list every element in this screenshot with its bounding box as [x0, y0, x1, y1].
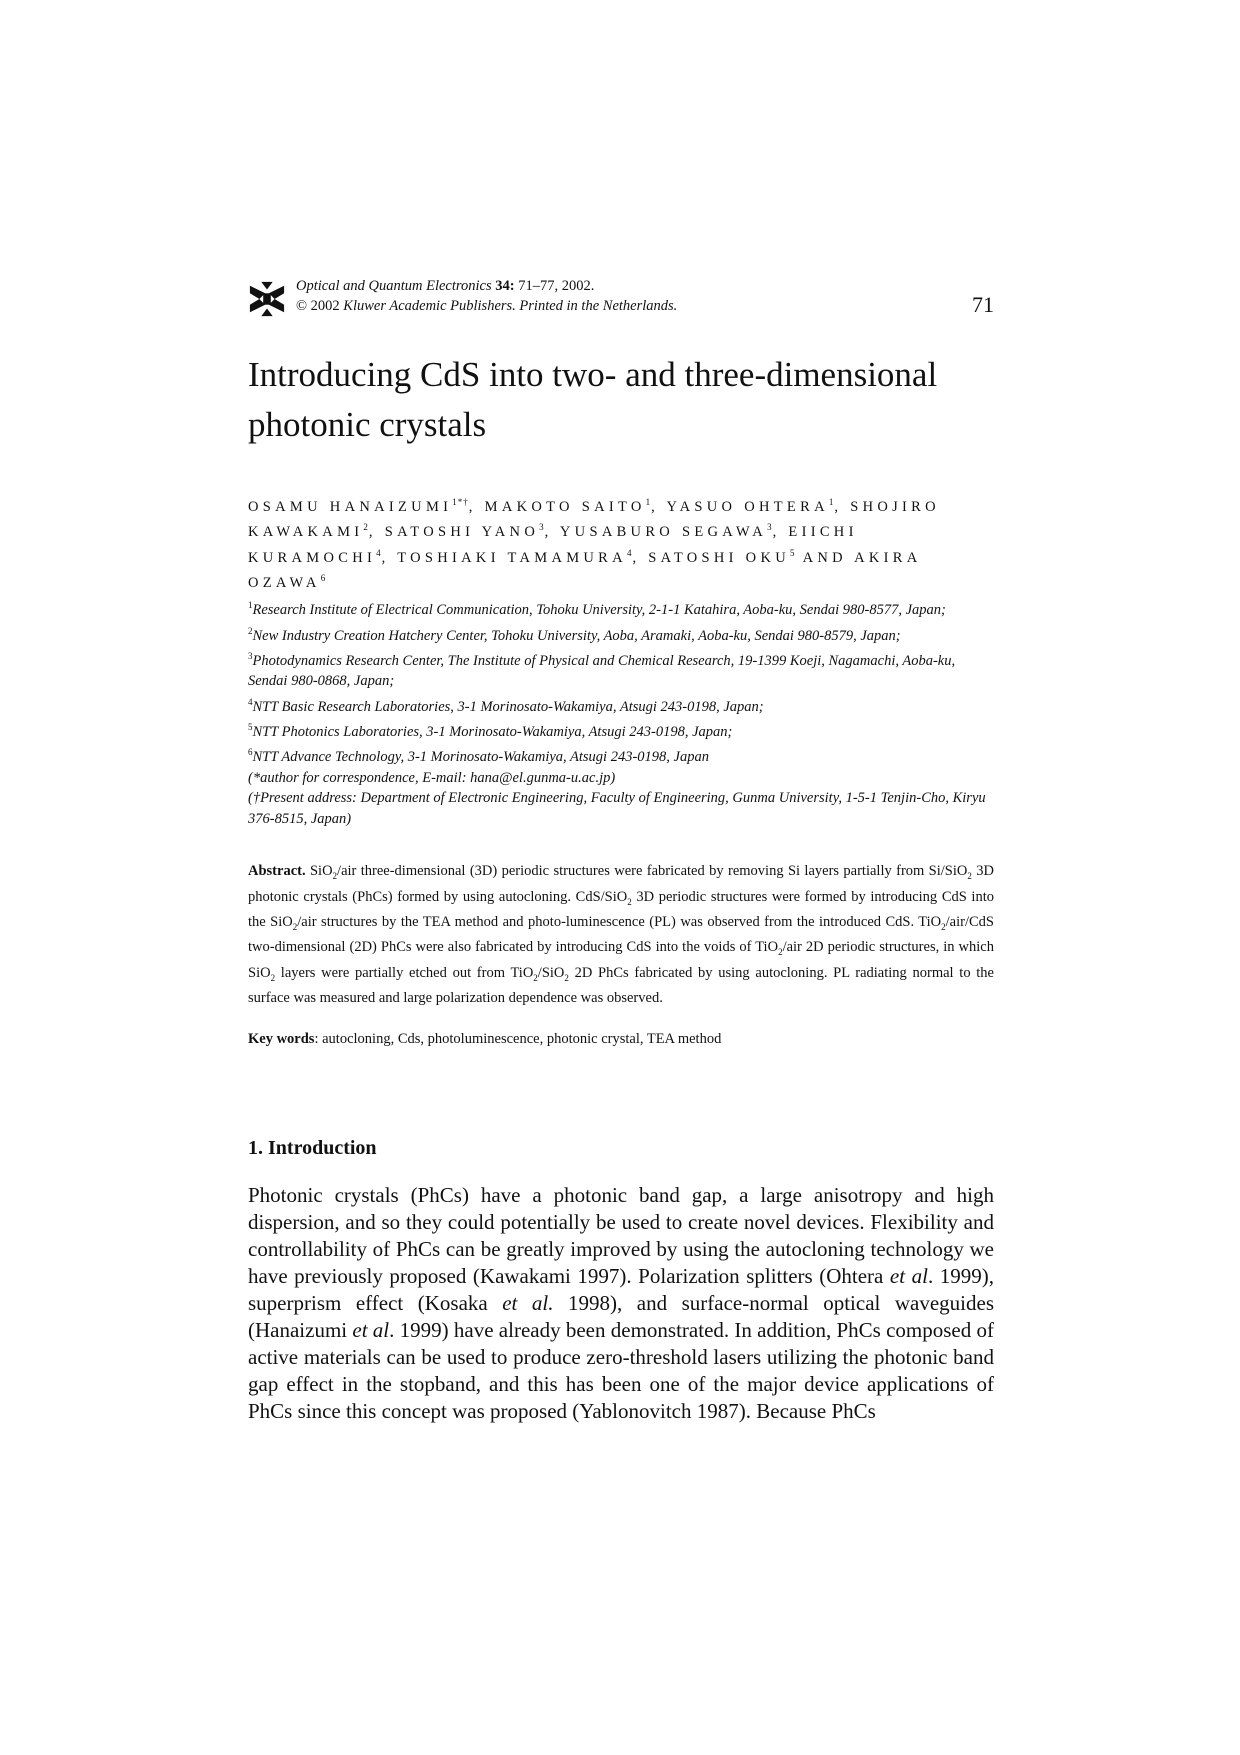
affiliation-item: [248, 595, 994, 620]
journal-header: [248, 272, 994, 320]
author-affiliation-mark: 1: [645, 497, 652, 507]
affiliation-text: NTT Basic Research Laboratories, 3-1 Morinosato-Wakamiya, Atsugi 243-0198, Japan;: [252, 698, 764, 715]
paper-page: [248, 272, 994, 1425]
text-run: /air/CdS two-dimensional (2D) PhCs were also fabricated by introducing CdS into the voids of TiO: [248, 914, 994, 956]
affiliation-item: [248, 692, 994, 717]
affiliation-text: Photodynamics Research Center, The Institute of Physical and Chemical Research, 19-1399 Koeji, Nagamachi, Aoba-ku, Sendai 980-0868, Japan;: [248, 652, 956, 690]
affiliation-mark: 5: [248, 722, 253, 733]
journal-volume: 34:: [495, 278, 515, 294]
affiliation-mark: 2: [248, 625, 253, 636]
journal-name: Optical and Quantum Electronics: [296, 278, 492, 294]
publisher-line: Kluwer Academic Publishers. Printed in the Netherlands.: [343, 298, 678, 314]
affiliation-text: (*author for correspondence, E-mail: hana@el.gunma-u.ac.jp): [248, 769, 616, 786]
author-list: [248, 492, 994, 593]
affiliation-text: New Industry Creation Hatchery Center, Tohoku University, Aoba, Aramaki, Aoba-ku, Sendai 980-8579, Japan;: [252, 627, 901, 644]
affiliation-text: Research Institute of Electrical Communication, Tohoku University, 2-1-1 Katahira, Aoba-ku, Sendai 980-8577, Japan;: [252, 602, 946, 619]
author-separator: ,: [834, 498, 851, 515]
copyright-symbol: ©: [296, 298, 308, 314]
subscript: 2: [627, 896, 632, 907]
text-run: . 1999), superprism effect (Kosaka: [248, 1264, 994, 1316]
author-name: SHOJIRO KAWAKAMI: [248, 498, 940, 541]
author-affiliation-mark: 5: [790, 547, 796, 558]
abstract-body: [248, 863, 994, 1006]
affiliation-item: [248, 646, 994, 692]
keywords-label: Key words: [248, 1030, 315, 1047]
author-affiliation-mark: 3: [539, 522, 545, 533]
author-affiliation-mark: 1: [828, 497, 835, 507]
paper-title: Introducing CdS into two- and three-dimensional photonic crystals: [248, 355, 938, 444]
abstract: [248, 861, 994, 1008]
subscript: 2: [292, 921, 298, 932]
author-separator: [796, 549, 803, 565]
affiliation-mark: 1: [248, 600, 253, 611]
text-run: /SiO: [537, 964, 565, 981]
author-separator: ,: [468, 498, 485, 515]
affiliation-item: [248, 742, 994, 767]
affiliation-item: [248, 768, 994, 789]
author-name: YUSABURO SEGAWA: [559, 524, 768, 541]
author-affiliation-mark: 6: [320, 572, 327, 583]
section-heading: 1. Introduction: [248, 1137, 377, 1160]
author-name: SATOSHI YANO: [384, 524, 540, 541]
author-name: OSAMU HANAIZUMI: [248, 498, 453, 515]
author-name: AND AKIRA OZAWA: [248, 549, 921, 591]
author-separator: ,: [544, 524, 560, 541]
author-affiliation-mark: 3: [767, 522, 773, 533]
affiliation-mark: 4: [248, 696, 253, 707]
author-name: SATOSHI OKU: [648, 549, 790, 566]
subscript: 2: [332, 871, 338, 882]
author-affiliation-mark: 1*†: [452, 497, 469, 507]
subscript: 2: [564, 972, 569, 983]
affiliation-text: NTT Photonics Laboratories, 3-1 Morinosato-Wakamiya, Atsugi 243-0198, Japan;: [252, 723, 733, 740]
author-affiliation-mark: 2: [363, 522, 369, 533]
italic-run: et al: [352, 1318, 390, 1343]
text-run: /air structures by the TEA method and photo-luminescence (PL) was observed from the introduced CdS. TiO: [297, 914, 942, 931]
affiliation-text: (†Present address: Department of Electronic Engineering, Faculty of Engineering, Gunma University, 1-5-1 Tenjin-Cho, Kiryu 376-8515, Japan): [248, 790, 986, 827]
publisher-logo-icon: [248, 280, 286, 318]
author-separator: ,: [632, 549, 649, 566]
copyright-year: 2002: [307, 298, 344, 314]
subscript: 2: [533, 972, 538, 983]
author-affiliation-mark: 4: [376, 547, 382, 558]
author-separator: ,: [368, 524, 385, 541]
text-run: layers were partially etched out from TiO: [275, 964, 534, 981]
keywords-text: : autocloning, Cds, photoluminescence, photonic crystal, TEA method: [314, 1030, 722, 1047]
author-name: TOSHIAKI TAMAMURA: [397, 549, 627, 566]
affiliation-mark: 3: [248, 650, 253, 661]
subscript: 2: [967, 871, 972, 882]
italic-run: et al: [889, 1264, 928, 1289]
journal-pages: 71–77, 2002.: [514, 278, 595, 294]
text-run: /air three-dimensional (3D) periodic structures were fabricated by removing Si layers partially from Si/SiO: [337, 863, 968, 880]
keywords: [248, 1029, 994, 1050]
author-affiliation-mark: 4: [626, 547, 633, 558]
affiliation-list: [248, 595, 994, 829]
author-separator: ,: [651, 498, 667, 515]
subscript: 2: [270, 972, 276, 983]
affiliation-item: [248, 788, 994, 829]
introduction-paragraph: [248, 1182, 994, 1425]
text-run: 3D periodic structures were formed by introducing CdS into the SiO: [248, 888, 994, 931]
text-run: 2D PhCs fabricated by using autocloning. PL radiating normal to the surface was measured and large polarization dependence was observed.: [248, 964, 994, 1007]
text-run: SiO: [305, 863, 333, 880]
affiliation-item: [248, 621, 994, 646]
abstract-label: Abstract.: [248, 863, 306, 880]
author-name: MAKOTO SAITO: [484, 498, 646, 515]
subscript: 2: [941, 921, 946, 932]
affiliation-text: NTT Advance Technology, 3-1 Morinosato-Wakamiya, Atsugi 243-0198, Japan: [252, 749, 709, 766]
affiliation-mark: 6: [248, 747, 253, 758]
text-run: 3D photonic crystals (PhCs) formed by using autocloning. CdS/SiO: [248, 863, 994, 905]
author-name: YASUO OHTERA: [666, 498, 829, 515]
author-name: EIICHI KURAMOCHI: [248, 524, 858, 566]
italic-run: et al.: [502, 1291, 554, 1316]
text-run: . 1999) have already been demonstrated. In addition, PhCs composed of active materials can be used to produce zero-threshold lasers utilizing the photonic band gap effect in the stopband, and this has been one of the major device applications of PhCs since this concept was proposed (Yablonovitch 1987). Because PhCs: [248, 1318, 994, 1424]
author-separator: ,: [381, 549, 398, 566]
author-separator: ,: [772, 524, 789, 541]
page-number: 71: [972, 292, 994, 317]
text-run: Photonic crystals (PhCs) have a photonic band gap, a large anisotropy and high dispersion, and so they could potentially be used to create novel devices. Flexibility and controllability of PhCs can be greatly improved by using the autocloning technology we have previously proposed (Kawakami 1997). Polarization splitters (Ohtera: [248, 1183, 994, 1289]
subscript: 2: [778, 947, 783, 958]
text-run: /air 2D periodic structures, in which SiO: [248, 939, 994, 981]
affiliation-item: [248, 717, 994, 742]
text-run: 1998), and surface-normal optical waveguides (Hanaizumi: [248, 1291, 994, 1343]
journal-citation: [296, 276, 677, 316]
